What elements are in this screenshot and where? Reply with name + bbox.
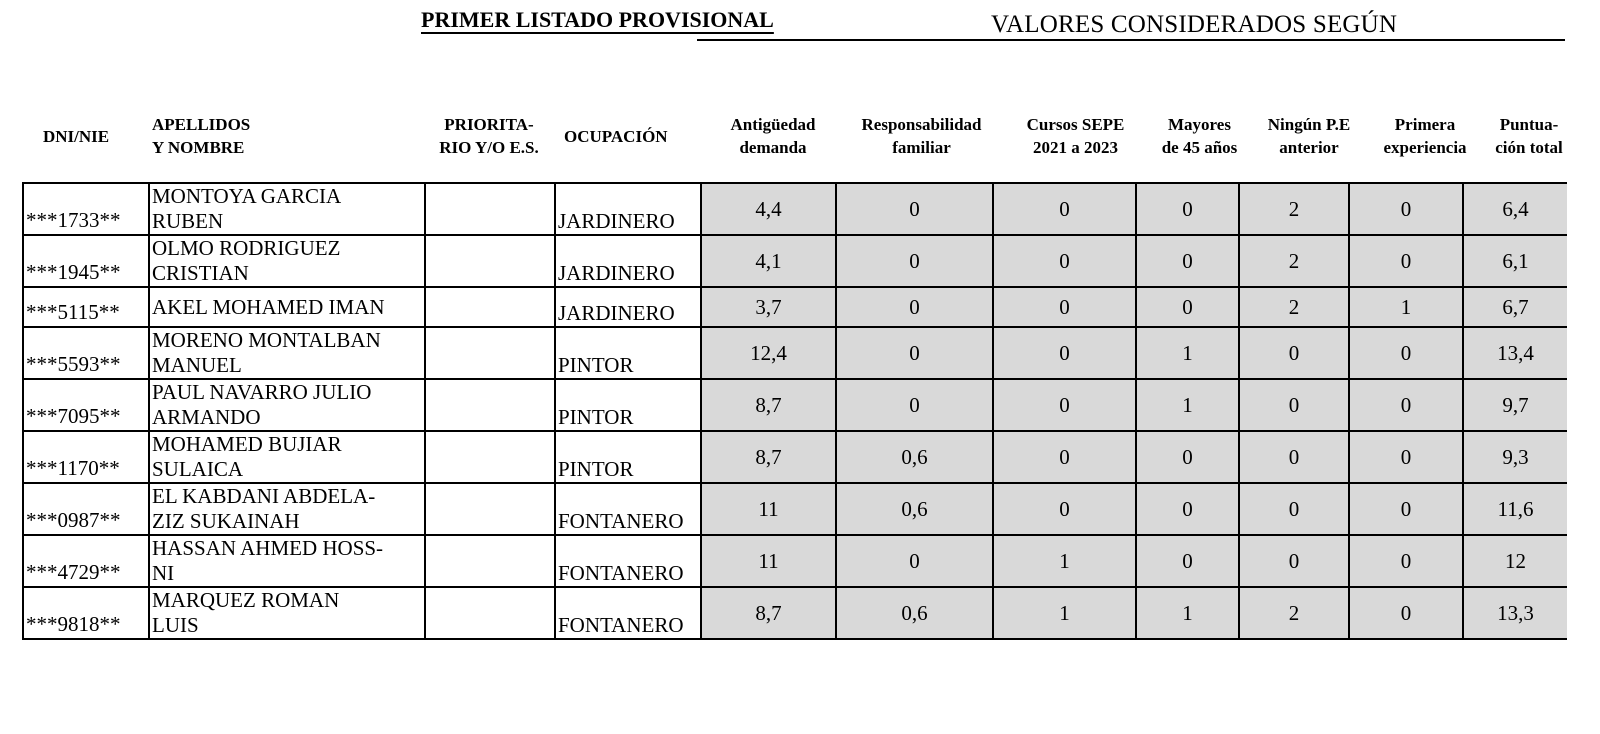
cell-name <box>149 287 425 327</box>
cell-ocupacion: JARDINERO <box>555 183 701 235</box>
cell-name <box>149 235 425 287</box>
cell-antiguedad: 4,1 <box>701 235 836 287</box>
cell-total: 6,1 <box>1463 235 1567 287</box>
cell-ningun: 2 <box>1239 587 1349 639</box>
cell-prioritario <box>425 235 555 287</box>
header-prioritario-line1: PRIORITA- <box>444 115 534 134</box>
cell-dni: ***5115** <box>23 287 149 327</box>
cell-responsabilidad: 0,6 <box>836 483 993 535</box>
cell-ningun: 2 <box>1239 183 1349 235</box>
cell-total: 9,3 <box>1463 431 1567 483</box>
title-rule <box>697 39 1565 41</box>
header-ningun-line1: Ningún P.E <box>1267 115 1351 134</box>
cell-antiguedad: 11 <box>701 535 836 587</box>
cell-cursos: 0 <box>993 183 1136 235</box>
header-responsabilidad-line1: Responsabilidad <box>861 115 982 134</box>
name-line1: EL KABDANI ABDELA- <box>152 484 376 508</box>
cell-ocupacion: PINTOR <box>555 379 701 431</box>
name-line2: CRISTIAN <box>152 261 249 285</box>
name-line1: MORENO MONTALBAN <box>152 328 381 352</box>
header-prioritario-line2: RIO Y/O E.S. <box>439 138 539 157</box>
cell-mayores: 1 <box>1136 587 1239 639</box>
header-apellidos-line2: Y NOMBRE <box>152 138 245 157</box>
table-row <box>23 327 1567 379</box>
cell-antiguedad: 8,7 <box>701 431 836 483</box>
cell-mayores: 0 <box>1136 183 1239 235</box>
cell-ningun: 2 <box>1239 235 1349 287</box>
table-row <box>23 431 1567 483</box>
header-ningun-line2: anterior <box>1279 138 1339 157</box>
cell-ocupacion: JARDINERO <box>555 235 701 287</box>
cell-dni: ***1945** <box>23 235 149 287</box>
cell-mayores: 1 <box>1136 327 1239 379</box>
cell-dni: ***5593** <box>23 327 149 379</box>
header-primera <box>1368 113 1482 159</box>
cell-cursos: 0 <box>993 431 1136 483</box>
cell-responsabilidad: 0,6 <box>836 431 993 483</box>
header-primera-line1: Primera <box>1394 115 1456 134</box>
cell-ningun: 0 <box>1239 327 1349 379</box>
cell-prioritario <box>425 535 555 587</box>
name-line2: MANUEL <box>152 353 242 377</box>
cell-total: 13,3 <box>1463 587 1567 639</box>
cell-cursos: 1 <box>993 535 1136 587</box>
header-antiguedad <box>705 113 841 159</box>
cell-total: 12 <box>1463 535 1567 587</box>
name-line2: ZIZ SUKAINAH <box>152 509 300 533</box>
cell-primera: 1 <box>1349 287 1463 327</box>
cell-name <box>149 327 425 379</box>
header-ningun <box>1254 113 1364 159</box>
cell-prioritario <box>425 587 555 639</box>
cell-cursos: 1 <box>993 587 1136 639</box>
cell-ocupacion: PINTOR <box>555 431 701 483</box>
cell-mayores: 1 <box>1136 379 1239 431</box>
header-responsabilidad <box>843 113 1000 159</box>
name-line1: MOHAMED BUJIAR <box>152 432 342 456</box>
cell-ocupacion: PINTOR <box>555 327 701 379</box>
cell-ningun: 0 <box>1239 483 1349 535</box>
cell-dni: ***4729** <box>23 535 149 587</box>
header-mayores <box>1148 113 1251 159</box>
name-line1: HASSAN AHMED HOSS- <box>152 536 384 560</box>
cell-primera: 0 <box>1349 379 1463 431</box>
cell-antiguedad: 8,7 <box>701 379 836 431</box>
header-ocupacion: OCUPACIÓN <box>564 127 668 146</box>
values-title: VALORES CONSIDERADOS SEGÚN <box>991 11 1398 38</box>
cell-antiguedad: 12,4 <box>701 327 836 379</box>
header-cursos <box>1004 113 1147 159</box>
cell-responsabilidad: 0 <box>836 235 993 287</box>
cell-name <box>149 379 425 431</box>
cell-responsabilidad: 0 <box>836 379 993 431</box>
table-row <box>23 535 1567 587</box>
cell-ningun: 0 <box>1239 535 1349 587</box>
header-puntuacion-line2: ción total <box>1495 138 1563 157</box>
table-row <box>23 235 1567 287</box>
header-puntuacion <box>1483 113 1575 159</box>
cell-prioritario <box>425 327 555 379</box>
cell-primera: 0 <box>1349 431 1463 483</box>
table-row <box>23 483 1567 535</box>
cell-mayores: 0 <box>1136 235 1239 287</box>
cell-antiguedad: 4,4 <box>701 183 836 235</box>
cell-ocupacion: JARDINERO <box>555 287 701 327</box>
cell-name <box>149 483 425 535</box>
cell-mayores: 0 <box>1136 483 1239 535</box>
name-line1: AKEL MOHAMED IMAN <box>152 294 385 319</box>
cell-cursos: 0 <box>993 235 1136 287</box>
cell-dni: ***1733** <box>23 183 149 235</box>
list-title: PRIMER LISTADO PROVISIONAL <box>421 7 774 32</box>
cell-primera: 0 <box>1349 183 1463 235</box>
cell-antiguedad: 8,7 <box>701 587 836 639</box>
cell-antiguedad: 3,7 <box>701 287 836 327</box>
cell-antiguedad: 11 <box>701 483 836 535</box>
cell-total: 13,4 <box>1463 327 1567 379</box>
table-row <box>23 183 1567 235</box>
cell-cursos: 0 <box>993 379 1136 431</box>
cell-prioritario <box>425 483 555 535</box>
cell-cursos: 0 <box>993 327 1136 379</box>
cell-primera: 0 <box>1349 535 1463 587</box>
cell-total: 6,4 <box>1463 183 1567 235</box>
header-responsabilidad-line2: familiar <box>892 138 951 157</box>
cell-ningun: 2 <box>1239 287 1349 327</box>
name-line2: SULAICA <box>152 457 244 481</box>
cell-mayores: 0 <box>1136 431 1239 483</box>
name-line1: PAUL NAVARRO JULIO <box>152 380 372 404</box>
cell-responsabilidad: 0 <box>836 183 993 235</box>
cell-prioritario <box>425 379 555 431</box>
cell-mayores: 0 <box>1136 287 1239 327</box>
cell-name <box>149 431 425 483</box>
header-puntuacion-line1: Puntua- <box>1499 115 1559 134</box>
name-line1: MARQUEZ ROMAN <box>152 588 340 612</box>
table-row <box>23 587 1567 639</box>
cell-name <box>149 587 425 639</box>
header-prioritario <box>426 113 552 159</box>
table-row <box>23 287 1567 327</box>
cell-responsabilidad: 0 <box>836 535 993 587</box>
name-line1: OLMO RODRIGUEZ <box>152 236 341 260</box>
header-primera-line2: experiencia <box>1383 138 1467 157</box>
cell-primera: 0 <box>1349 587 1463 639</box>
cell-total: 6,7 <box>1463 287 1567 327</box>
cell-dni: ***9818** <box>23 587 149 639</box>
header-cursos-line2: 2021 a 2023 <box>1033 138 1118 157</box>
cell-cursos: 0 <box>993 287 1136 327</box>
cell-mayores: 0 <box>1136 535 1239 587</box>
cell-ocupacion: FONTANERO <box>555 587 701 639</box>
cell-cursos: 0 <box>993 483 1136 535</box>
cell-ningun: 0 <box>1239 379 1349 431</box>
cell-responsabilidad: 0 <box>836 327 993 379</box>
header-mayores-line2: de 45 años <box>1161 138 1238 157</box>
cell-responsabilidad: 0,6 <box>836 587 993 639</box>
name-line2: RUBEN <box>152 209 224 233</box>
results-table <box>22 182 1567 640</box>
cell-name <box>149 535 425 587</box>
name-line2: ARMANDO <box>152 405 261 429</box>
cell-dni: ***0987** <box>23 483 149 535</box>
cell-name <box>149 183 425 235</box>
table-row <box>23 379 1567 431</box>
cell-primera: 0 <box>1349 483 1463 535</box>
cell-total: 11,6 <box>1463 483 1567 535</box>
cell-total: 9,7 <box>1463 379 1567 431</box>
cell-dni: ***7095** <box>23 379 149 431</box>
cell-ocupacion: FONTANERO <box>555 535 701 587</box>
header-cursos-line1: Cursos SEPE <box>1026 115 1125 134</box>
cell-ningun: 0 <box>1239 431 1349 483</box>
cell-primera: 0 <box>1349 327 1463 379</box>
header-dni: DNI/NIE <box>43 127 110 146</box>
cell-prioritario <box>425 287 555 327</box>
cell-prioritario <box>425 183 555 235</box>
header-apellidos-line1: APELLIDOS <box>152 115 251 134</box>
header-antiguedad-line1: Antigüedad <box>730 115 816 134</box>
name-line2: LUIS <box>152 613 199 637</box>
cell-prioritario <box>425 431 555 483</box>
cell-ocupacion: FONTANERO <box>555 483 701 535</box>
name-line2: NI <box>152 561 175 585</box>
cell-primera: 0 <box>1349 235 1463 287</box>
header-antiguedad-line2: demanda <box>739 138 807 157</box>
header-apellidos <box>152 113 250 159</box>
cell-dni: ***1170** <box>23 431 149 483</box>
name-line1: MONTOYA GARCIA <box>152 184 342 208</box>
header-mayores-line1: Mayores <box>1168 115 1231 134</box>
cell-responsabilidad: 0 <box>836 287 993 327</box>
